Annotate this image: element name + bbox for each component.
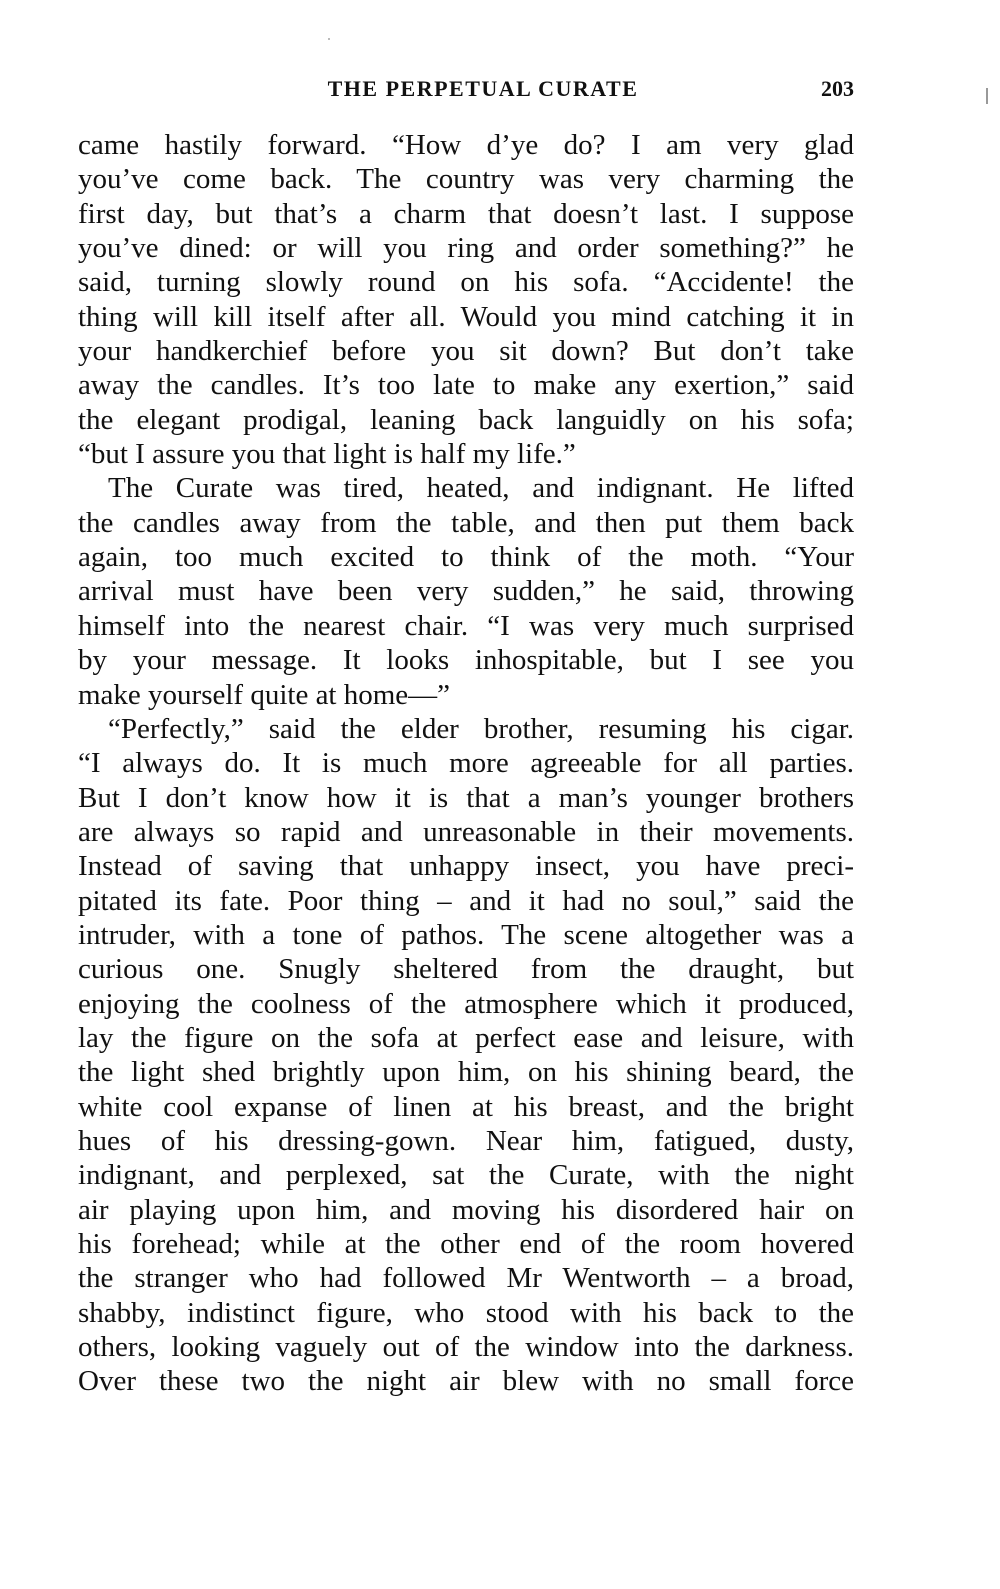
text-line: curious one. Snugly sheltered from the draught, but — [78, 953, 854, 986]
text-line: the stranger who had followed Mr Wentworth – a broad, — [78, 1262, 854, 1295]
scan-edge-mark — [986, 88, 988, 104]
text-line: himself into the nearest chair. “I was very much surprised — [78, 609, 854, 642]
text-line: hues of his dressing-gown. Near him, fatigued, dusty, — [78, 1124, 854, 1157]
text-line: white cool expanse of linen at his breast, and the bright — [78, 1090, 854, 1123]
text-line: the elegant prodigal, leaning back languidly on his sofa; — [78, 403, 854, 436]
paragraph-first-line: The Curate was tired, heated, and indignant. He lifted — [108, 472, 854, 505]
text-line: thing will kill itself after all. Would you mind catching it in — [78, 300, 854, 333]
text-line: “but I assure you that light is half my life.” — [78, 438, 576, 471]
text-line: Over these two the night air blew with no small force — [78, 1365, 854, 1398]
text-line: his forehead; while at the other end of the room hovered — [78, 1228, 854, 1260]
text-line: Instead of saving that unhappy insect, you have preci- — [78, 850, 854, 883]
text-line: you’ve dined: or will you ring and order something?” he — [78, 232, 854, 265]
text-line: first day, but that’s a charm that doesn’t last. I suppose — [78, 197, 854, 230]
text-line: said, turning slowly round on his sofa. “Accidente! the — [78, 266, 854, 299]
text-line: make yourself quite at home—” — [78, 678, 451, 711]
text-line: away the candles. It’s too late to make any exertion,” said — [78, 369, 854, 402]
text-line: the candles away from the table, and then put them back — [78, 506, 854, 539]
text-line: are always so rapid and unreasonable in their movements. — [78, 815, 854, 848]
text-line: “I always do. It is much more agreeable for all parties. — [78, 747, 854, 780]
text-line: lay the figure on the sofa at perfect ease and leisure, with — [78, 1021, 854, 1054]
text-line: by your message. It looks inhospitable, but I see you — [78, 644, 854, 677]
text-line: But I don’t know how it is that a man’s younger brothers — [78, 781, 854, 814]
text-line: shabby, indistinct figure, who stood with his back to the — [78, 1296, 854, 1329]
running-title: THE PERPETUAL CURATE — [327, 76, 639, 101]
text-line: intruder, with a tone of pathos. The scene altogether was a — [78, 918, 854, 951]
text-line: arrival must have been very sudden,” he said, throwing — [78, 575, 854, 608]
running-head — [78, 76, 854, 106]
text-line: your handkerchief before you sit down? But don’t take — [78, 335, 854, 368]
body-text — [78, 128, 854, 1399]
text-line: came hastily forward. “How d’ye do? I am very glad — [78, 129, 854, 161]
page-number: 203 — [821, 76, 854, 101]
text-line: indignant, and perplexed, sat the Curate, with the night — [78, 1159, 854, 1192]
text-line: others, looking vaguely out of the window into the darkness. — [78, 1331, 854, 1364]
text-line: you’ve come back. The country was very charming the — [78, 163, 854, 196]
text-line: pitated its fate. Poor thing – and it had no soul,” said the — [78, 884, 854, 917]
text-line: again, too much excited to think of the moth. “Your — [78, 541, 854, 574]
scan-speck — [328, 38, 330, 40]
text-line: the light shed brightly upon him, on his shining beard, the — [78, 1056, 854, 1089]
paragraph-first-line: “Perfectly,” said the elder brother, resuming his cigar. — [108, 712, 854, 745]
text-line: air playing upon him, and moving his disordered hair on — [78, 1193, 854, 1226]
text-line: enjoying the coolness of the atmosphere which it produced, — [78, 987, 854, 1020]
